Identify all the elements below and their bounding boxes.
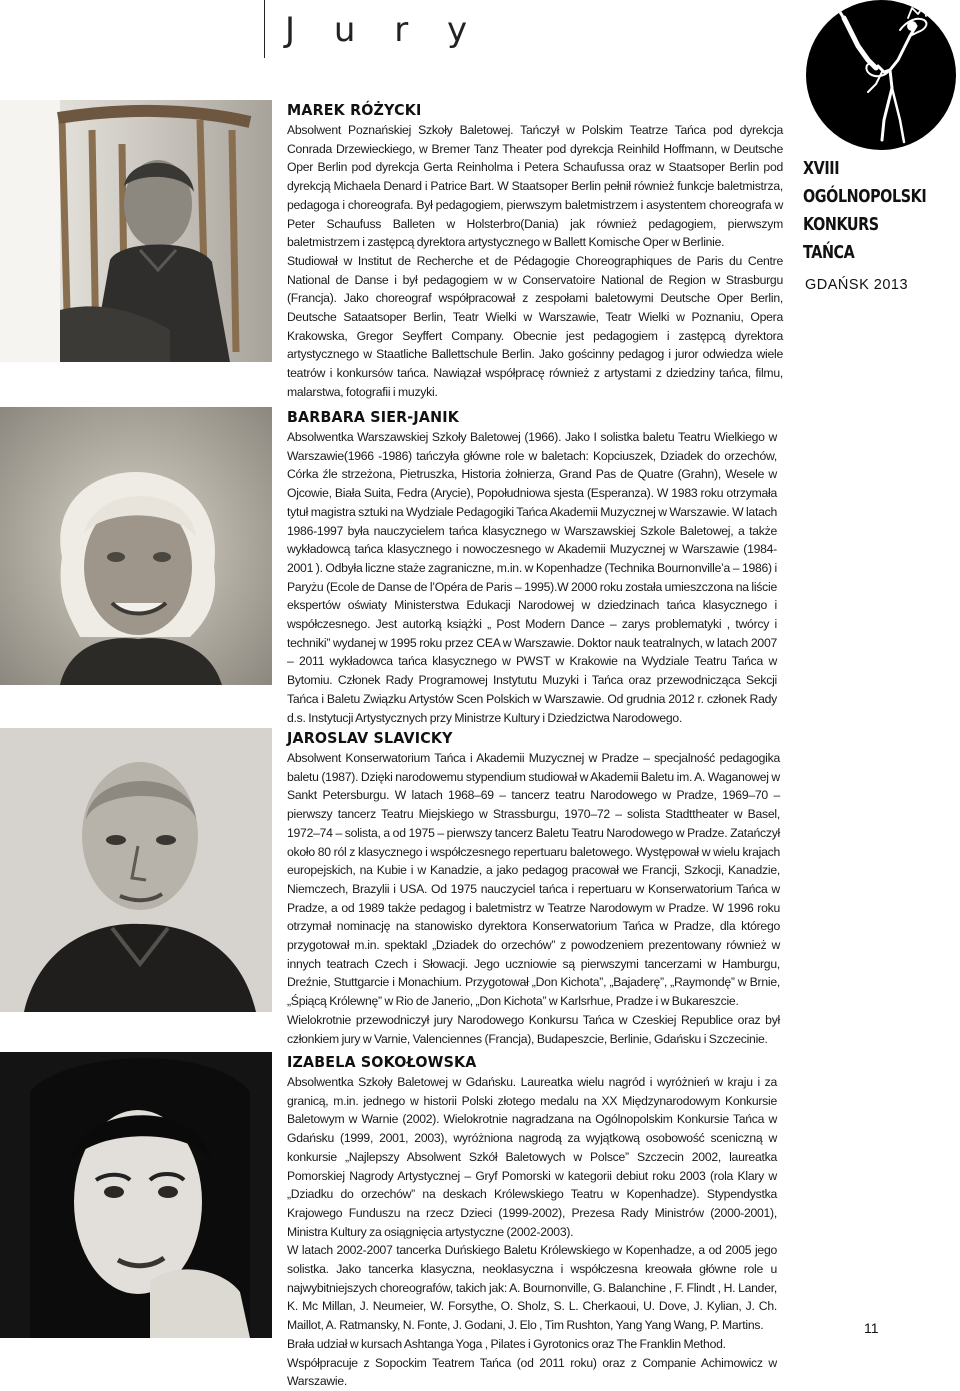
member-bio-paragraph: Absolwentka Szkoły Baletowej w Gdańsku. Laureatka wielu nagród i wyróżnień w kraju i za granicą, m.in. jednego w historii Polski złotego medalu na XX Międzynarodowym Konkursie Baletowym w Warnie (2002). Wielokrotnie nagradzana na Ogólnopolskim Konkursie Tańca w Gdańsku (1999, 2001, 2003), wyróżniona nagrodą za wyjątkową osobowość sceniczną w konkursie „Najlepszy Absolwent Szkół Baletowych w Polsce” Szczecin 2002, laureatka Pomorskiej Nagrody Artystycznej – Gryf Pomorski w kategorii debiut roku 2003 (rola Klary w „Dziadku do orzechów” na deskach Królewskiego Teatru w Kopenhadze). Stypendystka Krajowego Funduszu na rzecz Dzieci (1999-2002), Prezesa Rady Ministrów (2000-2001), Ministra Kultury za osiągnięcia artystyczne (2002-2003).: [287, 1075, 777, 1239]
logo-line-competition: KONKURS: [803, 215, 879, 235]
photo-barbara-sier-janik: [0, 407, 272, 685]
member-bio-paragraph: Absolwentka Warszawskiej Szkoły Baletowej (1966). Jako I solistka baletu Teatru Wielkiego w Warszawie(1966 -1986) tańczyła główne role w baletach: Kopciuszek, Dziadek do orzechów, Córka źle strzeżona, Pietruszka, Historia żołnierza, Grand Pas de Quatre (Grahn), Wesele w Ojcowie, Biała Suita, Fedra (Arycie), Popołudniowa sjesta (Esperanza). W 1983 roku otrzymała tytuł magistra sztuki na Wydziale Pedagogiki Tańca Akademii Muzycznej w Warszawie. W latach 1986-1997 była nauczycielem tańca klasycznego w Warszawskiej Szkole Baletowej, a także wykładowcą tańca klasycznego i nowoczesnego w Akademii Muzycznej w Warszawie (1984-2001 ). Odbyła liczne staże zagraniczne, m.in. w Kopenhadze (Technika Bournonville’a – 1986) i Paryżu (Ecole de Danse de l’Opéra de Paris – 1995).W 2000 roku została umieszczona na liście ekspertów oświaty Ministerstwa Edukacji Narodowej w dziedzinach tańca klasycznego i współczesnego. Jest autorką książki „ Post Modern Dance – zarys problematyki , twórcy i techniki” wydanej w 1995 roku przez CEA w Warszawie. Doktor nauk teatralnych, w latach 2007 – 2011 wykładowca tańca klasycznego w PWST w Krakowie na Wydziale Teatru Tańca w Bytomiu. Członek Rady Programowej Instytutu Muzyki i Tańca oraz przewodnicząca Sekcji Tańca i Baletu Związku Artystów Scen Polskich w Warszawie. Od grudnia 2012 r. członek Rady d.s. Instytucji Artystycznych przy Ministrze Kultury i Dziedzictwa Narodowego.: [287, 430, 777, 725]
member-name: BARBARA SIER-JANIK: [287, 408, 459, 426]
jury-member-barbara-sier-janik: [287, 408, 777, 727]
logo-line-national: OGÓLNOPOLSKI: [803, 187, 927, 207]
logo-line-edition: XVIII: [803, 159, 840, 179]
member-bio-paragraph: Współpracuje z Sopockim Teatrem Tańca (od 2011 roku) oraz z Companie Achimowicz w Warszawie.: [287, 1355, 777, 1389]
photo-jaroslav-slavicky: [0, 728, 272, 1012]
jury-member-izabela-sokolowska: [287, 1053, 777, 1391]
member-name: MAREK RÓŻYCKI: [287, 101, 422, 119]
member-name: JAROSLAV SLAVICKY: [287, 729, 453, 747]
photo-izabela-sokolowska: [0, 1052, 272, 1338]
member-bio-paragraph: Absolwent Konserwatorium Tańca i Akademii Muzycznej w Pradze – specjalność pedagogika baletu (1987). Dzięki narodowemu stypendium studiował w Akademii Baletu im. A. Waganowej w Sankt Petersburgu. W latach 1968–69 – tancerz teatru Narodowego w Pradze, 1969–70 – pierwszy tancerz Teatru Miejskiego w Strassburgu, 1970–72 – solista Stadttheater w Basel, 1972–74 – solista, a od 1975 – pierwszy tancerz Baletu Teatru Narodowego w Pradze. Zatańczył około 80 ról z klasycznego i współczesnego repertuaru baletowego. Występował w wielu krajach europejskich, na Kubie i w Kanadzie, a jako pedagog pracował we Francji, Szkocji, Kanadzie, Niemczech, Brazylii i USA. Od 1975 nauczyciel tańca i repertuaru w Konserwatorium Tańca w Pradze, a od 1989 także pedagog i baletmistrz w Teatrze Narodowym w Pradze. W 1996 roku otrzymał nominację na stanowisko dyrektora Konserwatorium Tańca w Pradze, dla którego przygotował m.in. spektakl „Dziadek do orzechów” z powodzeniem prezentowany również w innych teatrach Czech i Słowacji. Jego uczniowie są pierwszymi tancerzami w Hamburgu, Dreźnie, Stuttgarcie i Monachium. Przygotował „Don Kichota”, „Bajaderę”, „Raymondę” w Brnie, „Śpiącą Królewnę” w Rio de Janerio, „Don Kichota” w Karlsrhue, Pradze i w Bukareszcie.: [287, 751, 780, 1009]
photo-marek-rozycki: [0, 100, 272, 362]
member-bio-paragraph: W latach 2002-2007 tancerka Duńskiego Baletu Królewskiego w Kopenhadze, a od 2005 jego solistka. Jako tancerka klasyczna, neoklasyczna i współczesna kreowała główne role u najwybitniejszych choreografów, takich jak: A. Bournonville, G. Balanchine , F. Flindt , H. Lander, K. Mc Millan, J. Neumeier, W. Forsythe, O. Sholz, S. L. Cherkaoui, U. Dove, J. Kylian, J. Ch. Maillot, A. Ratmansky, N. Fonte, J. Godani, J. Elo , Tim Rushton, Yang Yang Wang, P. Martins.: [287, 1243, 777, 1333]
member-bio-paragraph: Wielokrotnie przewodniczył jury Narodowego Konkursu Tańca w Czeskiej Republice oraz był członkiem jury w Varnie, Valenciennes (Francja), Budapeszcie, Berlinie, Gdańsku i Szczecinie.: [287, 1012, 780, 1046]
member-name: IZABELA SOKOŁOWSKA: [287, 1053, 477, 1071]
competition-logo-text: [803, 155, 930, 267]
page-number: 11: [864, 1320, 879, 1336]
member-bio-paragraph: Studiował w Institut de Recherche et de Pédagogie Choreographiques de Paris du Centre National de Danse i był pedagogiem w w Conservatoire National de Region w Strasburgu (Francja). Jako choreograf współpracował z zespołami baletowymi Deutsche Oper Berlin, Deutsche Sataatsoper Berlin, Teatr Wielki w Warszawie, Teatr Wielki w Poznaniu, Opera Krakowska, Gregor Seyffert Company. Obecnie jest pedagogiem i zastępcą dyrektora artystycznego w Staatliche Ballettschule Berlin. Jako gościnny pedagog i juror odwiedza wiele teatrów i konkursów tańca. Nawiązał współpracę również z artystami z dziedziny tańca, filmu, malarstwa, fotografii i muzyki.: [287, 253, 783, 399]
member-bio-paragraph: Absolwent Poznańskiej Szkoły Baletowej. Tańczył w Polskim Teatrze Tańca pod dyrekcja Conrada Drzewieckiego, w Bremer Tanz Theater pod dyrekcja Reinhild Hoffmann, w Deutsche Oper Berlin pod dyrekcja Gerta Reinholma i Petera Schaufussa oraz w Staatsoper Berlin pod dyrekcją Michaela Denard i Patrice Bart. W Staatsoper Berlin pełnił również funkcje baletmistrza, pedagoga i choreografa. Był pedagogiem, pierwszym baletmistrzem i asystentem choreografa w Peter Schaufuss Balleten w Holsterbro(Dania) jak również pedagogiem, pierwszym baletmistrzem i zastępcą dyrektora artystycznego w Ballett Komische Oper w Berlinie.: [287, 123, 783, 250]
page-title: J u r y: [285, 10, 482, 50]
logo-event-place-year: GDAŃSK 2013: [805, 277, 909, 293]
header-divider-line: [264, 0, 265, 58]
member-bio-paragraph: Brała udział w kursach Ashtanga Yoga , Pilates i Gyrotonics oraz The Franklin Method.: [287, 1336, 726, 1351]
jury-member-jaroslav-slavicky: [287, 729, 780, 1048]
jury-member-marek-rozycki: [287, 101, 783, 402]
logo-line-dance: TAŃCA: [803, 243, 855, 263]
dancer-logo-image: [806, 0, 956, 150]
